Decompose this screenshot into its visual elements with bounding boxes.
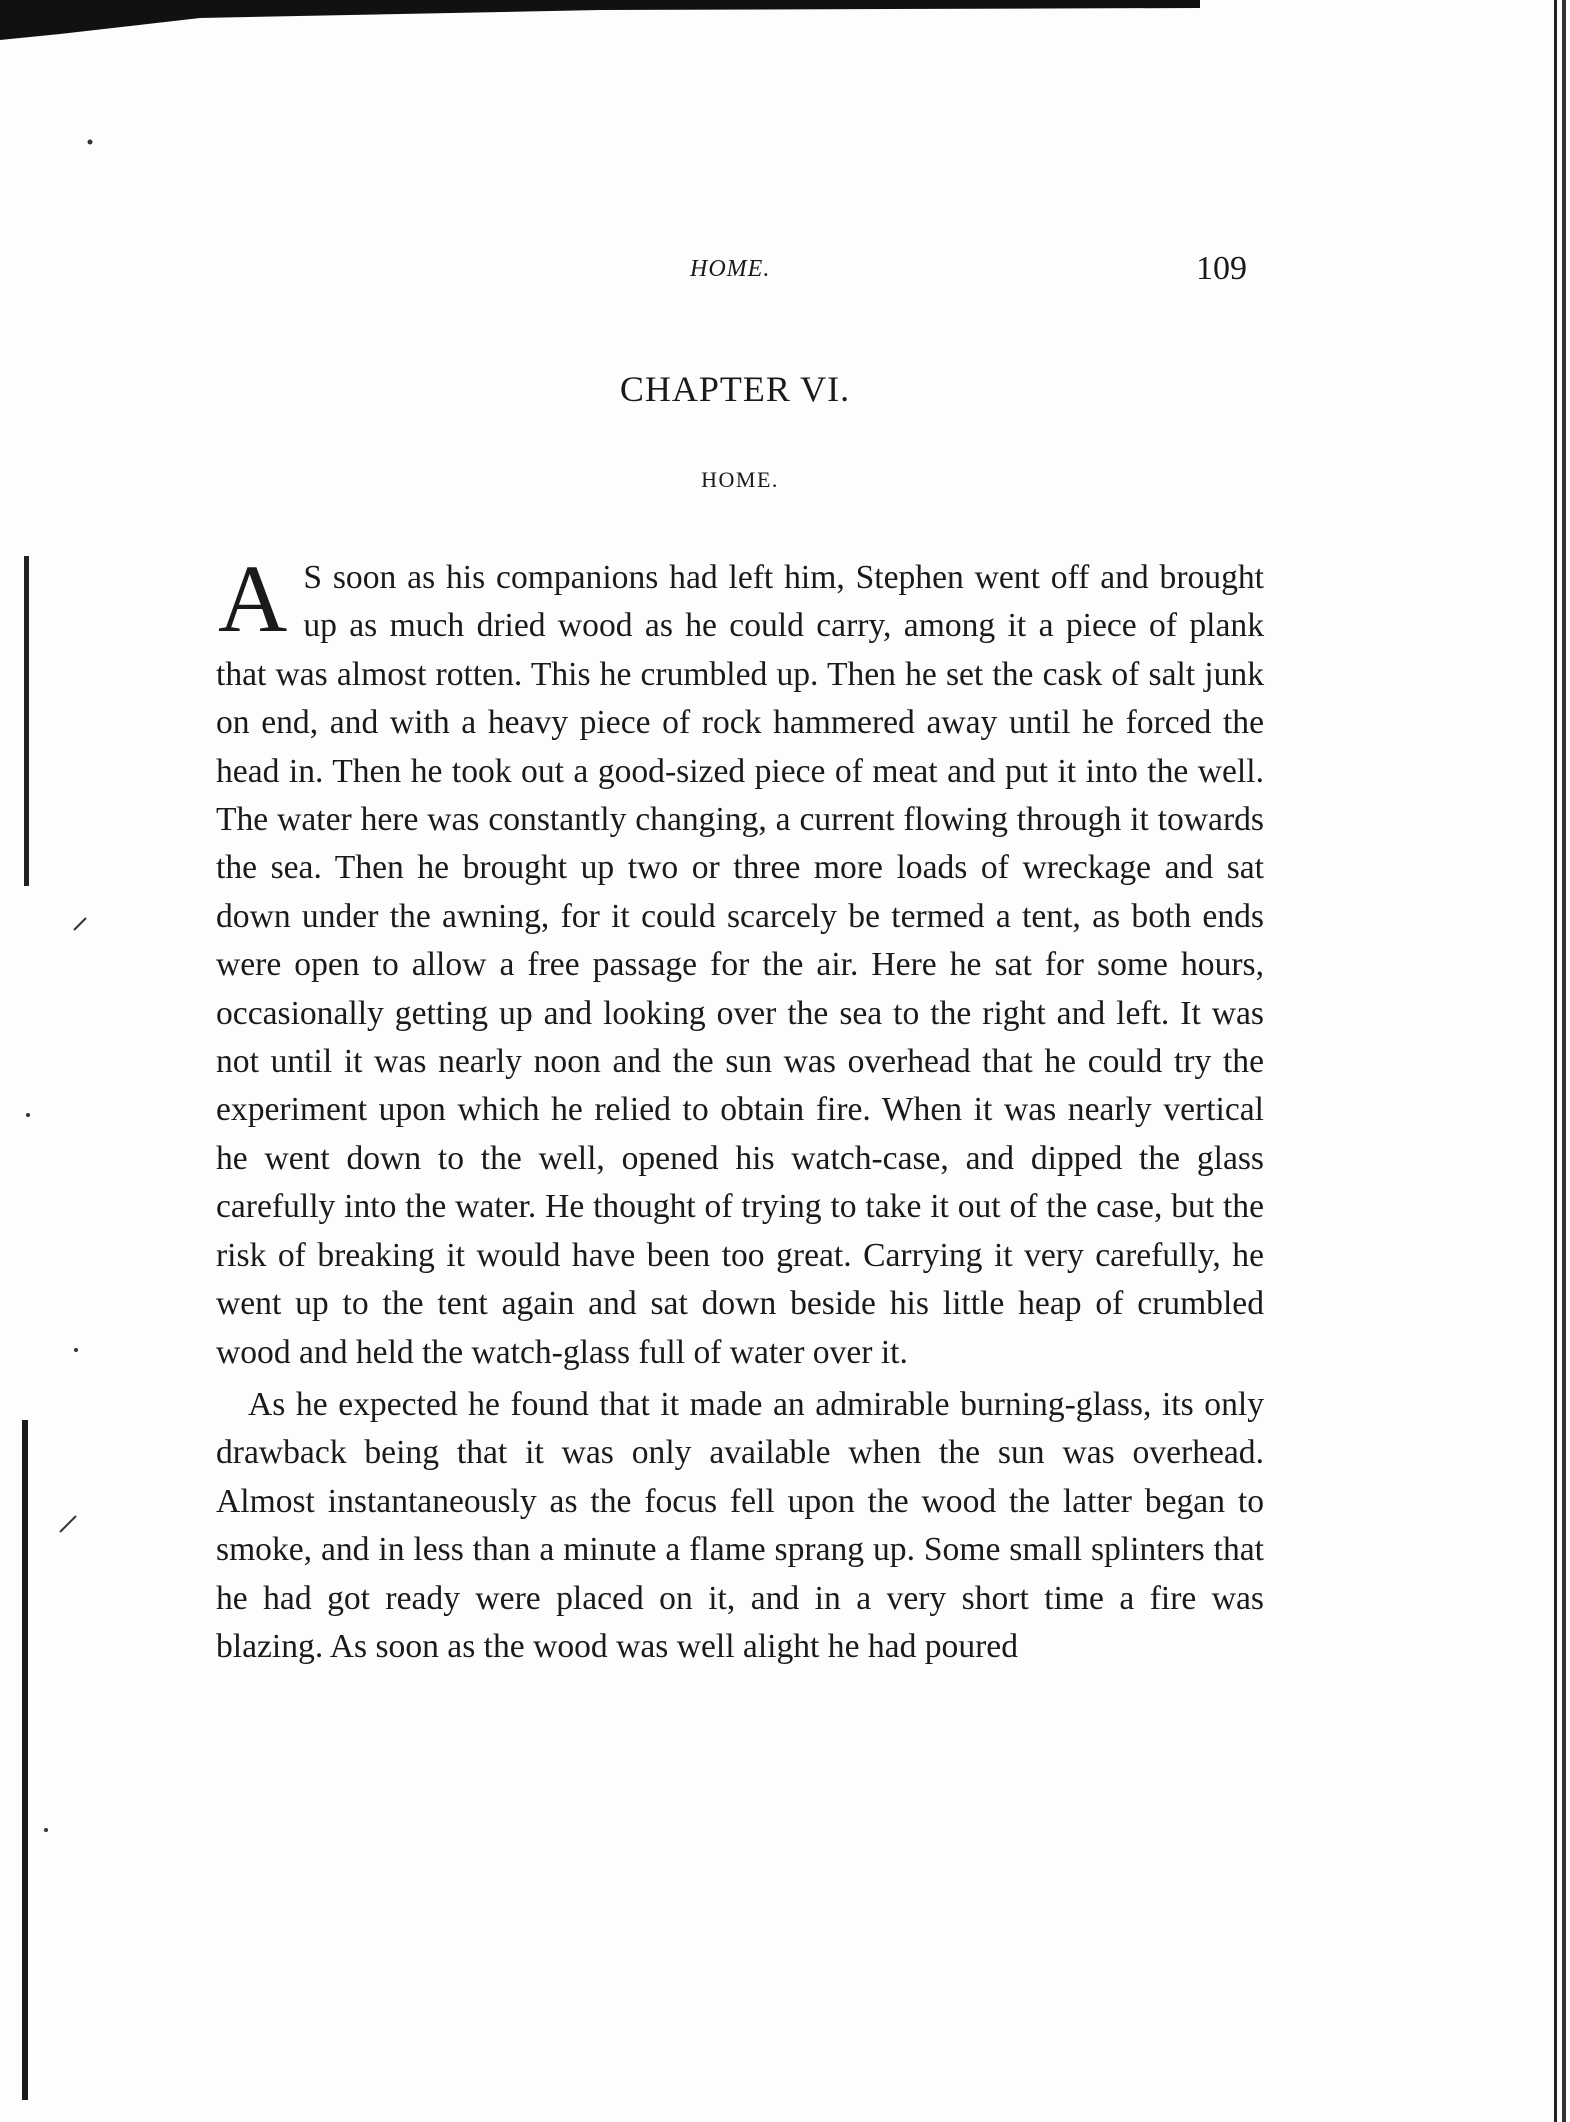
paragraph-1	[216, 545, 1264, 1377]
scan-margin-marks	[0, 0, 180, 2122]
scan-binding-edge	[1550, 0, 1570, 2122]
chapter-title: CHAPTER VI.	[619, 369, 851, 409]
chapter-subtitle: HOME.	[701, 467, 779, 492]
drop-cap: A	[218, 545, 288, 652]
scan-top-edge	[0, 0, 1200, 40]
body-text	[216, 545, 1264, 1671]
paragraph-2: As he expected he found that it made an admirable burning-glass, its only drawback being that it was only available when the sun was overhead. Almost instantaneously as the focus fell upon the wood the latter began to smoke, and in less than a minute a flame sprang up. Some small splinters that he had got ready were placed on it, and in a very short time a fire was blazing. As soon as the wood was well alight he had poured	[216, 1385, 1264, 1665]
running-title: HOME.	[690, 256, 771, 282]
running-head	[0, 250, 1570, 290]
paragraph-1-text: S soon as his companions had left him, Stephen went off and brought up as much dried wood as he could carry, among it a piece of plank that was almost rotten. This he crumbled up. Then he set the cask of salt junk on end, and with a heavy piece of rock hammered away until he forced the head in. Then he took out a good-sized piece of meat and put it into the well. The water here was constantly changing, a current flowing through it towards the sea. Then he brought up two or three more loads of wreckage and sat down under the awning, for it could scarcely be termed a tent, as both ends were open to allow a free passage for the air. Here he sat for some hours, occasionally getting up and looking over the sea to the right and left. It was not until it was nearly noon and the sun was overhead that he could try the experiment upon which he relied to obtain fire. When it was nearly vertical he went down to the well, opened his watch-case, and dipped the glass carefully into the water. He thought of trying to take it out of the case, but the risk of breaking it would have been too great. Carrying it very carefully, he went up to the tent again and sat down beside his little heap of crumbled wood and held the watch-glass full of water over it.	[216, 559, 1264, 1371]
page-number: 109	[1196, 250, 1247, 287]
